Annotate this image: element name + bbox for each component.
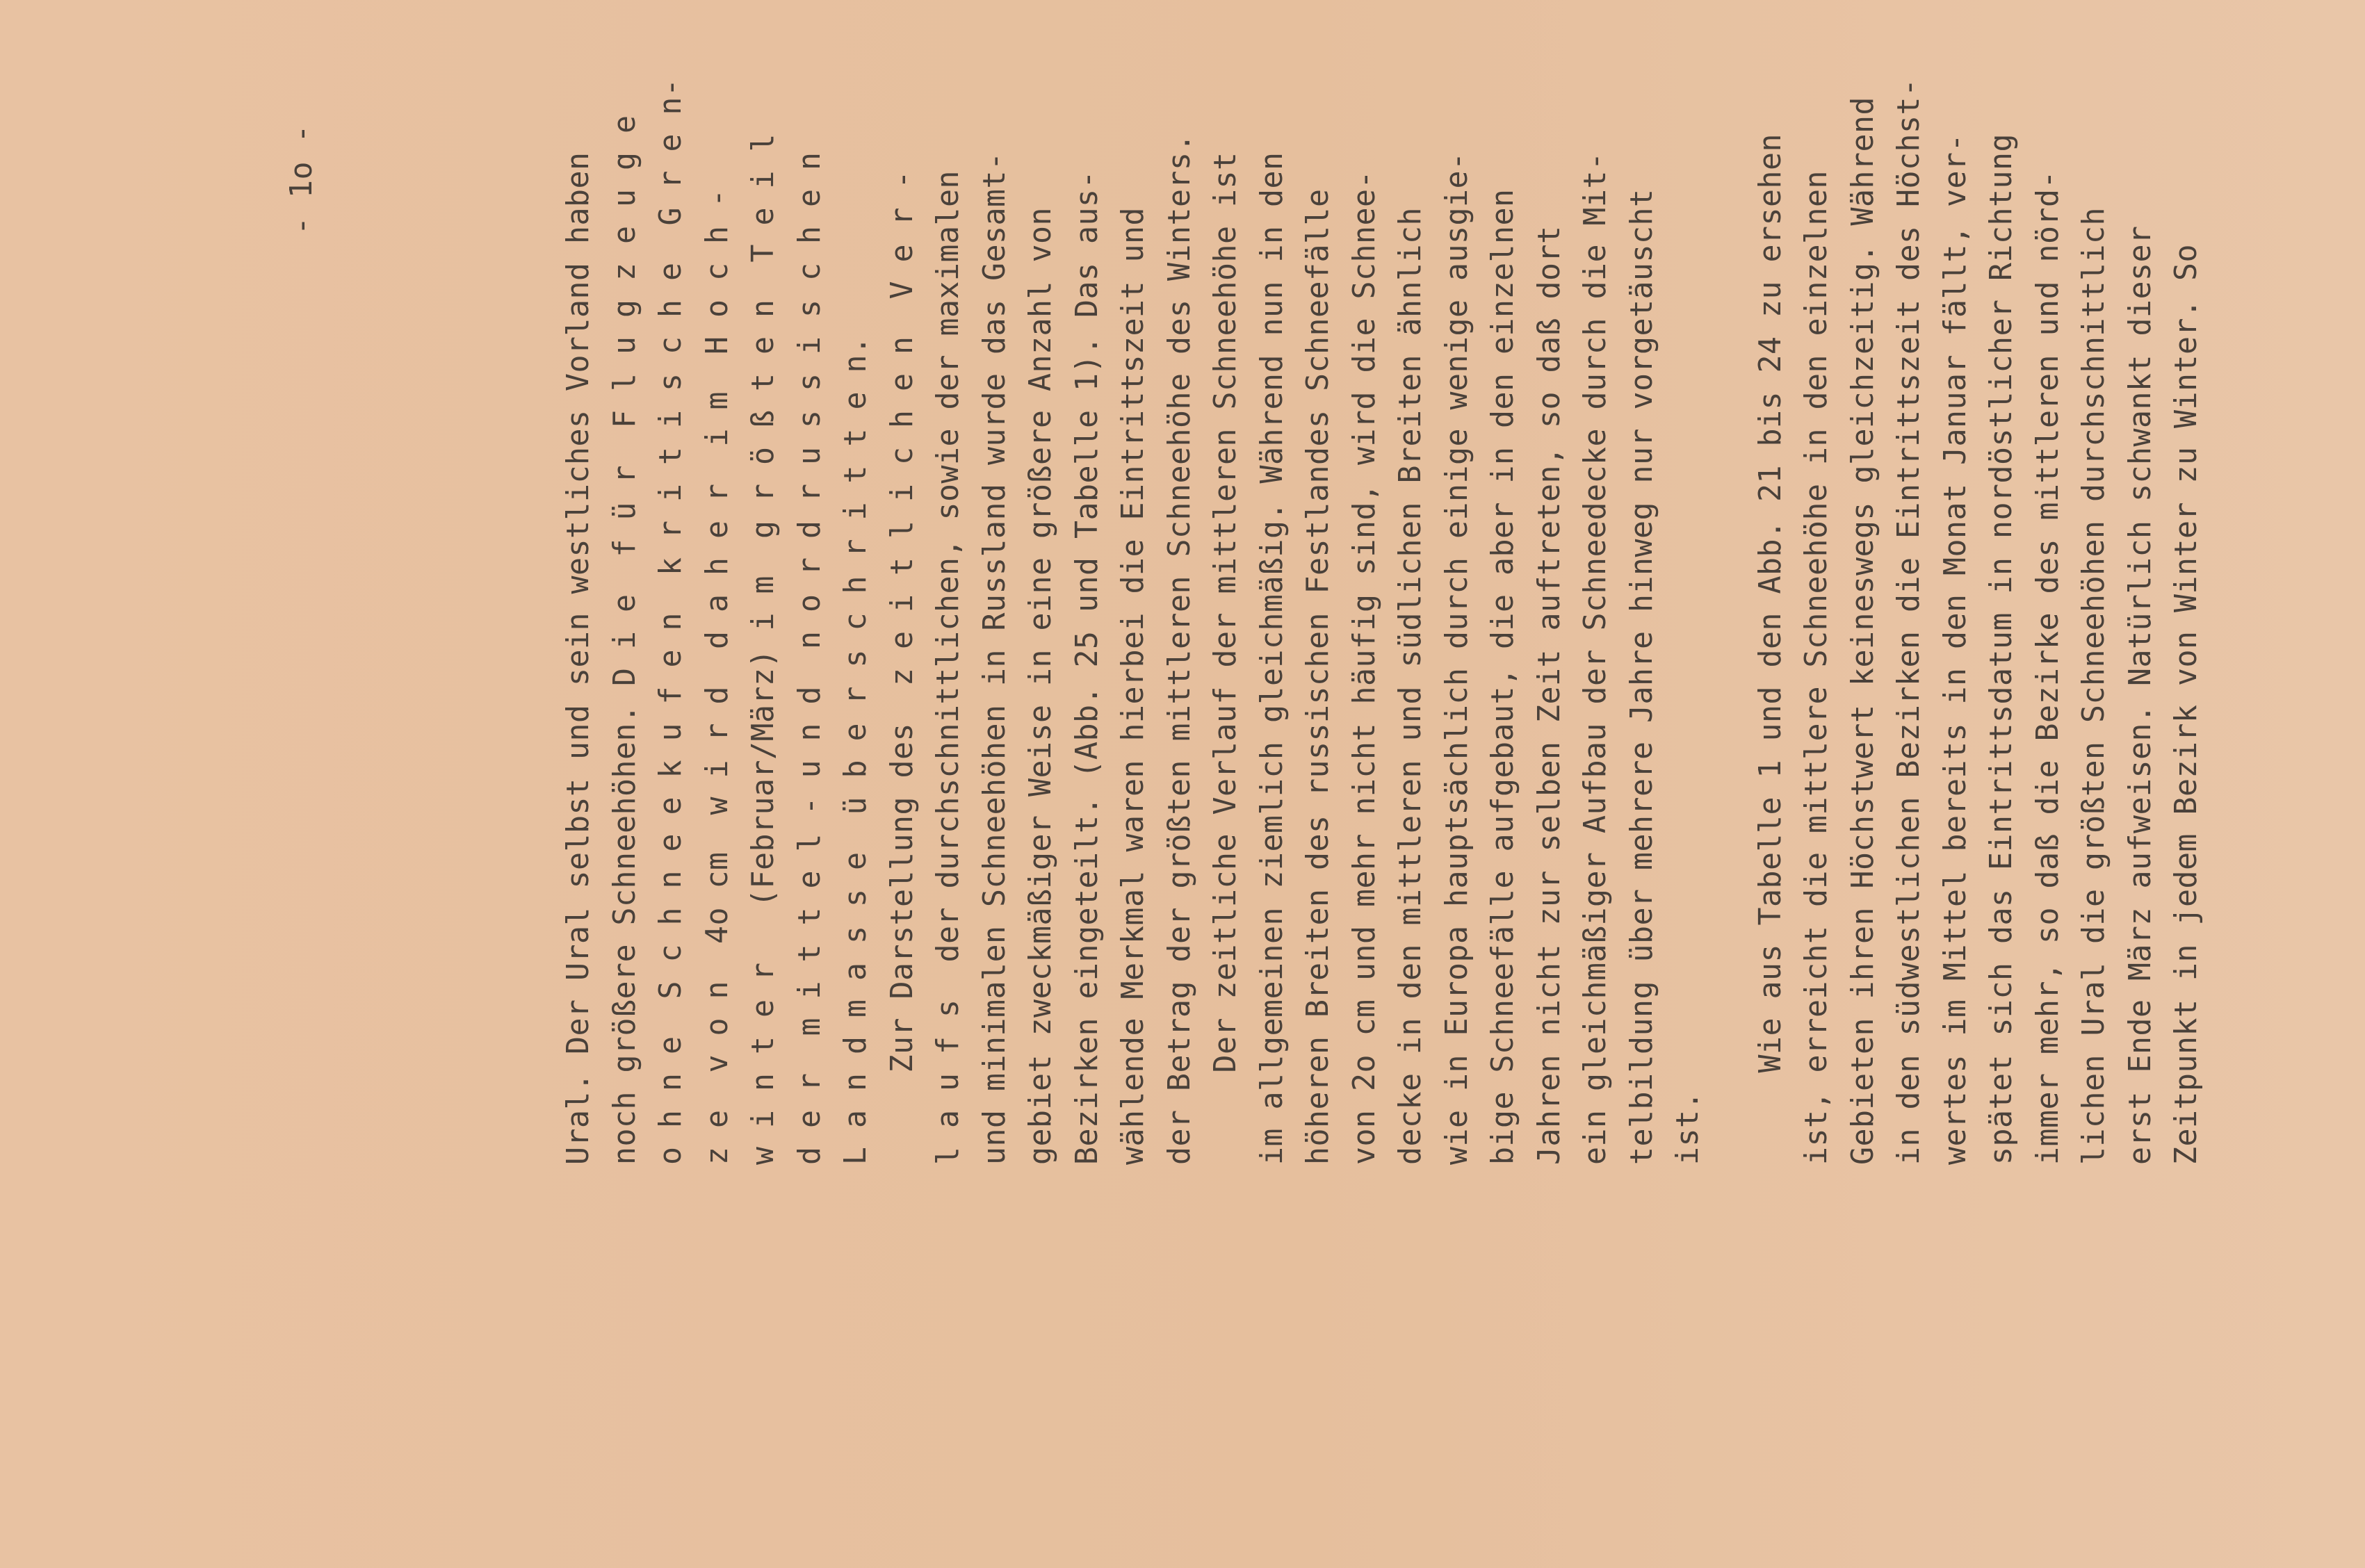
text-line: erst Ende März aufweisen. Natürlich schwankt dieser <box>2122 225 2158 1165</box>
text-line: in den südwestlichen Bezirken die Eintrittszeit des Höchst- <box>1892 78 1926 1165</box>
text-line: Zeitpunkt in jedem Bezirk von Winter zu Winter. So <box>2169 243 2204 1165</box>
text-line: und minimalen Schneehöhen in Russland wurde das Gesamt- <box>977 152 1012 1165</box>
text-line: wertes im Mittel bereits in den Monat Januar fällt, ver- <box>1937 133 1973 1165</box>
text-line: spätet sich das Eintrittsdatum in nordöstlicher Richtung <box>1984 133 2019 1165</box>
text-line: Der zeitliche Verlauf der mittleren Schneehöhe ist <box>1208 152 1243 1165</box>
text-line: z e v o n 4o cm w i r d d a h e r i m H o c h - <box>699 188 735 1165</box>
text-line: l a u f s der durchschnittlichen, sowie der maximalen <box>931 170 966 1165</box>
text-line: d e r m i t t e l - u n d n o r d r u s s i s c h e n <box>792 152 827 1165</box>
text-line: gebiet zweckmäßiger Weise in eine größere Anzahl von <box>1023 206 1058 1165</box>
text-line: Jahren nicht zur selben Zeit auftreten, so daß dort <box>1531 225 1567 1165</box>
text-line: ein gleichmäßiger Aufbau der Schneedecke durch die Mit- <box>1578 152 1613 1165</box>
text-line: noch größere Schneehöhen. D i e f ü r F l u g z e u g e <box>607 115 642 1165</box>
text-line: im allgemeinen ziemlich gleichmäßig. Während nun in den <box>1254 152 1290 1165</box>
text-line: Gebieten ihren Höchstwert keineswegs gleichzeitig. Während <box>1845 96 1880 1165</box>
text-line: von 2o cm und mehr nicht häufig sind, wird die Schnee- <box>1347 170 1382 1165</box>
text-line: Bezirken eingeteilt. (Abb. 25 und Tabelle 1). Das aus- <box>1069 170 1105 1165</box>
body-text <box>555 78 2210 1165</box>
text-line: lichen Ural die größten Schneehöhen durchschnittlich <box>2077 206 2111 1165</box>
text-line: ist, erreicht die mittlere Schneehöhe in den einzelnen <box>1799 170 1834 1165</box>
text-line: o h n e S c h n e e k u f e n k r i t i s c h e G r e n- <box>653 78 688 1165</box>
text-line: w i n t e r (Februar/März) i m g r ö ß t e n T e i l <box>746 133 781 1165</box>
text-line: Zur Darstellung des z e i t l i c h e n V e r - <box>884 170 920 1165</box>
text-line: wie in Europa hauptsächlich durch einige wenige ausgie- <box>1439 152 1474 1165</box>
text-line: L a n d m a s s e ü b e r s c h r i t t e n. <box>838 336 873 1165</box>
typewritten-page <box>244 78 2204 1361</box>
text-line: Ural. Der Ural selbst und sein westliches Vorland haben <box>561 152 596 1165</box>
text-line: wählende Merkmal waren hierbei die Eintrittszeit und <box>1116 206 1151 1165</box>
text-line: decke in den mittleren und südlichen Breiten ähnlich <box>1393 206 1428 1165</box>
paragraph-gap <box>1712 78 1748 1165</box>
text-line: ist. <box>1671 1091 1705 1165</box>
text-line: immer mehr, so daß die Bezirke des mittleren und nörd- <box>2030 170 2065 1165</box>
page-number: - 1o - <box>284 124 319 235</box>
text-line: Wie aus Tabelle 1 und den Abb. 21 bis 24 zu ersehen <box>1753 133 1788 1165</box>
text-line: telbildung über mehrere Jahre hinweg nur vorgetäuscht <box>1624 188 1659 1165</box>
text-line: bige Schneefälle aufgebaut, die aber in den einzelnen <box>1486 188 1520 1165</box>
text-line: höheren Breiten des russischen Festlandes Schneefälle <box>1301 188 1335 1165</box>
text-line: der Betrag der größten mittleren Schneehöhe des Winters. <box>1162 133 1197 1165</box>
